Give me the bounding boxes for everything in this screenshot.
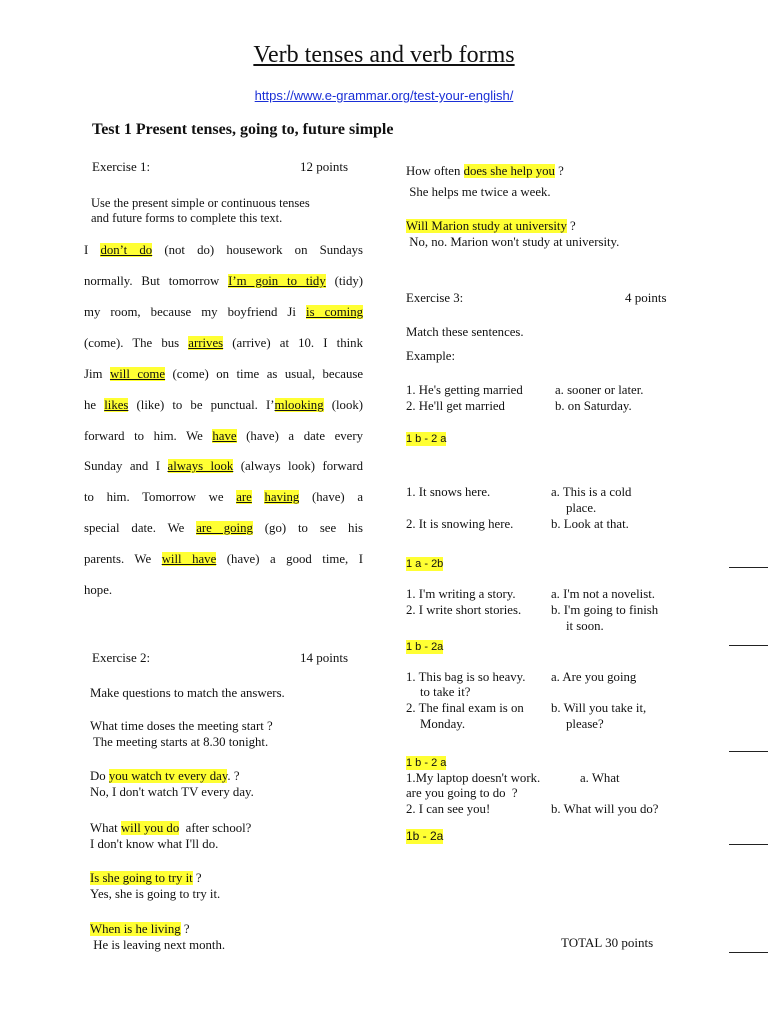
answer: does she help you (463, 164, 555, 178)
answer: having (264, 490, 300, 504)
answer: will have (161, 552, 217, 566)
ex3-option: please? (566, 717, 604, 731)
ex2-answer: The meeting starts at 8.30 tonight. (90, 735, 269, 749)
ex1-text-line: I don’t do (not do) housework on Sundays (84, 243, 364, 257)
ex1-text-line: parents. We will have (have) a good time, I (84, 552, 363, 566)
score-line (729, 952, 768, 953)
answer: looking (284, 398, 324, 412)
ex3-item: 1. I'm writing a story. (406, 587, 516, 601)
ex2-question: What will you do after school? (90, 821, 252, 835)
ex3-item: 2. It is snowing here. (406, 517, 514, 531)
answer: likes (104, 398, 129, 412)
ex3-item: are you going to do ? (406, 786, 518, 800)
test-heading: Test 1 Present tenses, going to, future simple (92, 121, 394, 138)
source-link[interactable]: https://www.e-grammar.org/test-your-english/ (254, 88, 514, 103)
ex3-option: b. Will you take it, (551, 701, 647, 715)
ex3-item: 2. I write short stories. (406, 603, 522, 617)
ex1-text-line: (come). The bus arrives (arrive) at 10. I think (84, 336, 363, 350)
ex3-label: Exercise 3: (406, 291, 464, 305)
ex1-text-line: forward to him. We have (have) a date every (84, 429, 364, 443)
ex2-question: Will Marion study at university ? (406, 219, 576, 233)
answer: you watch tv every day (108, 769, 228, 783)
answer: don’t do (100, 243, 153, 257)
answer: will you do (120, 821, 180, 835)
ex2-answer: Yes, she is going to try it. (90, 887, 221, 901)
answer: always look (167, 459, 234, 473)
total-points: TOTAL 30 points (561, 935, 654, 950)
ex3-item: 2. The final exam is on (406, 701, 524, 715)
score-line (729, 751, 768, 752)
ex3-item: 1. It snows here. (406, 485, 491, 499)
answer: Will Marion study at university (406, 219, 567, 233)
ex2-answer: He is leaving next month. (90, 938, 226, 952)
ex3-option: a. Are you going (551, 670, 637, 684)
ex2-question: Is she going to try it ? (90, 871, 202, 885)
ex3-item: 2. He'll get married (406, 399, 505, 413)
answer: When is he living (90, 922, 181, 936)
score-line (729, 567, 768, 568)
ex3-points: 4 points (625, 290, 667, 305)
answer: is coming (306, 305, 364, 319)
ex2-question: Do you watch tv every day. ? (90, 769, 240, 783)
answer: m (274, 398, 285, 412)
ex3-instruction: Match these sentences. (406, 325, 524, 339)
answer: arrives (188, 336, 224, 350)
ex3-item: to take it? (420, 685, 471, 699)
ex3-option: a. This is a cold (551, 485, 632, 499)
ex1-text-line: he likes (like) to be punctual. I’mlooking (look) (84, 398, 364, 412)
answer: will come (109, 367, 166, 381)
ex2-label: Exercise 2: (92, 650, 151, 665)
ex2-answer: No, no. Marion won't study at university. (406, 235, 620, 249)
document-title: Verb tenses and verb forms (253, 42, 515, 68)
ex3-option: a. sooner or later. (555, 383, 644, 397)
ex2-question: When is he living ? (90, 922, 190, 936)
ex1-text-line: special date. We are going (go) to see his (84, 521, 363, 535)
ex3-example-label: Example: (406, 349, 456, 363)
ex3-item: 1.My laptop doesn't work. (406, 771, 541, 785)
ex3-answer: 1 b - 2 a (406, 433, 447, 445)
score-line (729, 844, 768, 845)
ex3-item: 2. I can see you! (406, 802, 491, 816)
ex3-answer: 1 b - 2 a (406, 757, 447, 769)
ex1-text-line: Jim will come (come) on time as usual, because (84, 367, 363, 381)
ex3-item: Monday. (420, 717, 466, 731)
ex3-item: 1. This bag is so heavy. (406, 670, 526, 684)
ex3-option: a. What (580, 771, 620, 785)
answer: I’m goin to tidy (228, 274, 326, 288)
ex1-label: Exercise 1: (92, 159, 151, 174)
ex1-instruction-line-1: Use the present simple or continuous tenses (91, 196, 310, 210)
ex1-text-line: my room, because my boyfriend Ji is coming (84, 305, 364, 319)
ex3-item: 1. He's getting married (406, 383, 523, 397)
ex3-option: b. I'm going to finish (551, 603, 659, 617)
answer: are (236, 490, 252, 504)
ex2-answer: No, I don't watch TV every day. (90, 785, 254, 799)
ex3-answer: 1 b - 2a (406, 641, 444, 653)
ex3-answer: 1b - 2a (406, 829, 444, 843)
ex3-option: b. on Saturday. (555, 399, 632, 413)
answer: Is she going to try it (90, 871, 193, 885)
ex1-text-line: normally. But tomorrow I’m goin to tidy (tidy) (84, 274, 364, 288)
ex3-option: b. What will you do? (551, 802, 659, 816)
ex1-text-line: Sunday and I always look (always look) forward (84, 459, 363, 473)
ex3-answer: 1 a - 2b (406, 558, 444, 570)
ex3-option: place. (566, 501, 597, 515)
ex3-option: b. Look at that. (551, 517, 629, 531)
ex2-answer: I don't know what I'll do. (90, 837, 219, 851)
ex1-text-line: hope. (84, 583, 113, 597)
ex2-instruction: Make questions to match the answers. (90, 686, 285, 700)
ex3-option: a. I'm not a novelist. (551, 587, 655, 601)
ex2-points: 14 points (300, 650, 349, 665)
ex1-points: 12 points (300, 159, 349, 174)
score-line (729, 645, 768, 646)
ex1-text-line: to him. Tomorrow we are having (have) a (84, 490, 363, 504)
ex1-instruction-line-2: and future forms to complete this text. (91, 211, 283, 225)
answer: are going (196, 521, 253, 535)
ex3-option: it soon. (566, 619, 604, 633)
ex2-question: How often does she help you ? (406, 164, 564, 178)
answer: have (212, 429, 237, 443)
ex2-answer: She helps me twice a week. (406, 185, 551, 199)
ex2-question: What time doses the meeting start ? (90, 719, 273, 733)
